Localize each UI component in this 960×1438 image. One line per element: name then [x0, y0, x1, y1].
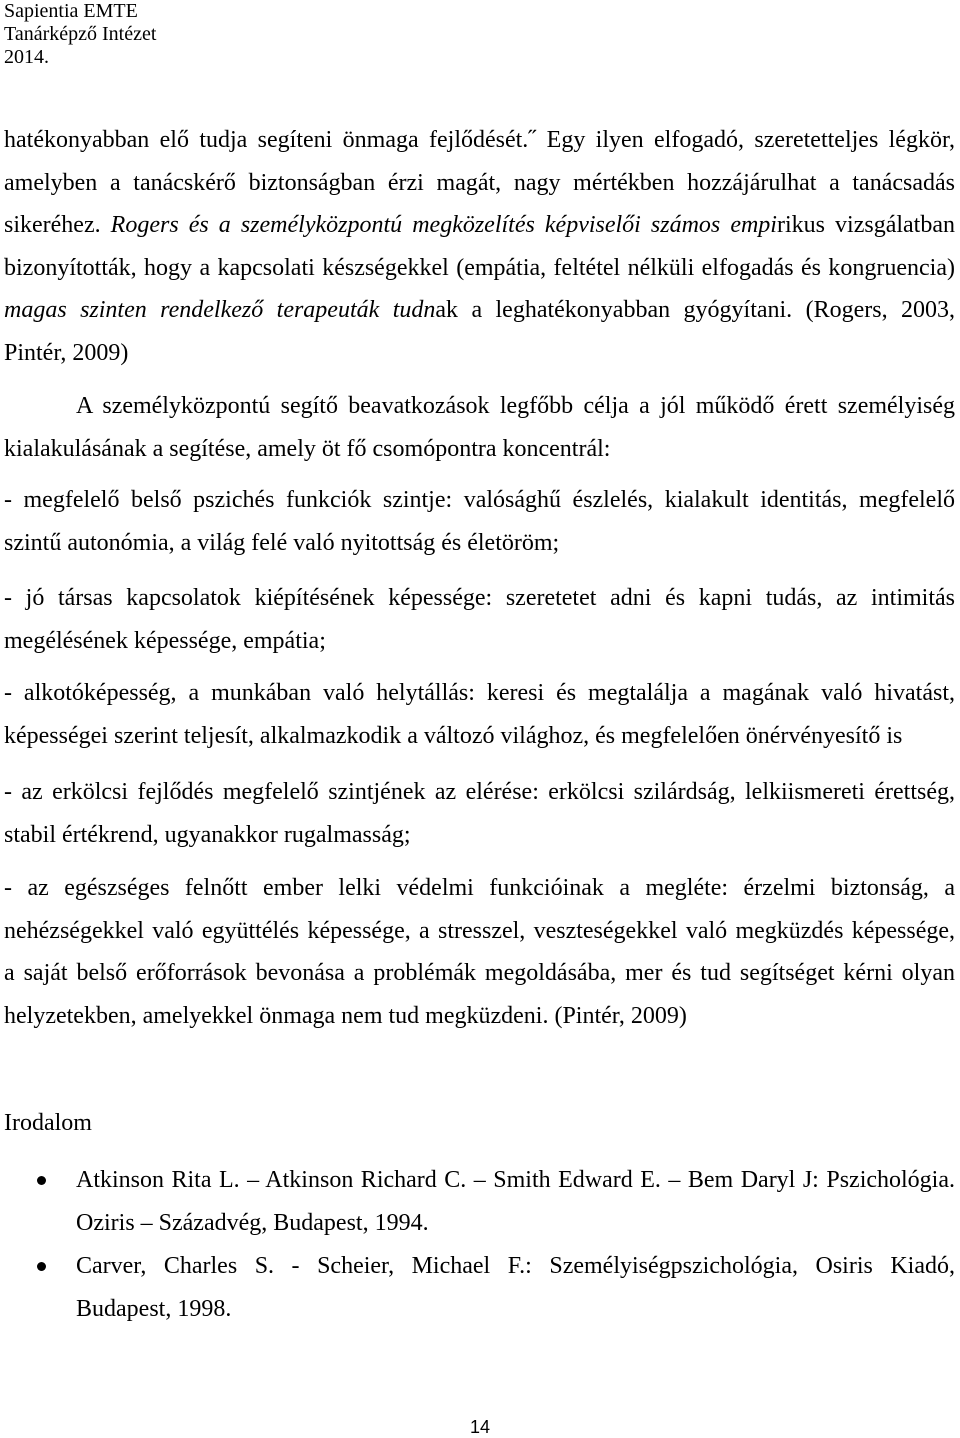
- page-header: [4, 0, 156, 69]
- text-line: hatékonyabban elő tudja segíteni önmaga fejlődését.˝ Egy ilyen elfogadó, szeretetteljes légkör,: [4, 127, 955, 153]
- text-line: a saját belső erőforrások bevonása a problémák megoldásába, mer és tud segítséget kérni olyan: [4, 960, 955, 986]
- reference-item: [76, 1245, 955, 1330]
- text-line: Carver, Charles S. - Scheier, Michael F.: Személyiségpszichológia, Osiris Kiadó,: [76, 1253, 955, 1279]
- bullet-icon: [37, 1176, 46, 1185]
- text-line: Pintér, 2009): [4, 339, 129, 366]
- text-line: megélésének képessége, empátia;: [4, 627, 326, 654]
- text-line: - az erkölcsi fejlődés megfelelő szintjének az elérése: erkölcsi szilárdság, lelkiismereti érettség,: [4, 779, 955, 805]
- text-line: [4, 204, 955, 247]
- italic-text-segment: Rogers és a személyközpontú megközelítés képviselői számos empi: [110, 212, 777, 238]
- text-line: helyzetekben, amelyekkel önmaga nem tud megküzdeni. (Pintér, 2009): [4, 1002, 687, 1029]
- text-line: - megfelelő belső pszichés funkciók szintje: valósághű észlelés, kialakult identitás, megfelelő: [4, 487, 955, 513]
- text-segment: rikus vizsgálatban: [776, 212, 955, 238]
- italic-text-segment: magas szinten rendelkező terapeuták tudn: [4, 297, 436, 323]
- text-line: kialakulásának a segítése, amely öt fő csomópontra koncentrál:: [4, 435, 611, 462]
- header-department: Tanárképző Intézet: [4, 23, 157, 45]
- header-institution: Sapientia EMTE: [4, 0, 138, 22]
- bullet-icon: [37, 1262, 46, 1271]
- text-line: bizonyították, hogy a kapcsolati készségekkel (empátia, feltétel nélküli elfogadás és kongruencia): [4, 254, 955, 281]
- criteria-item: [4, 479, 955, 564]
- references-heading: Irodalom: [4, 1110, 92, 1136]
- text-line: - jó társas kapcsolatok kiépítésének képessége: szeretetet adni és kapni tudás, az intimitás: [4, 585, 955, 611]
- text-line: A személyközpontú segítő beavatkozások legfőbb célja a jól működő érett személyiség: [76, 393, 955, 419]
- criteria-item: [4, 771, 955, 856]
- text-line: [4, 289, 955, 332]
- criteria-item: [4, 867, 955, 1037]
- text-line: képességei szerint teljesít, alkalmazkodik a változó világhoz, és megfelelően önérvényesítő is: [4, 722, 903, 749]
- page-number: 14: [469, 1417, 491, 1437]
- paragraph-2: [4, 385, 955, 470]
- text-line: Oziris – Századvég, Budapest, 1994.: [76, 1209, 429, 1236]
- text-line: Budapest, 1998.: [76, 1295, 232, 1322]
- text-line: nehézségekkel való együttélés képessége, a stresszel, veszteségekkel való megküzdés képessége,: [4, 917, 955, 944]
- text-line: szintű autonómia, a világ felé való nyitottság és életöröm;: [4, 529, 560, 556]
- paragraph-1: [4, 119, 955, 374]
- header-year: 2014.: [4, 46, 49, 68]
- text-line: amelyben a tanácskérő biztonságban érzi magát, nagy mértékben hozzájárulhat a tanácsadás: [4, 169, 955, 196]
- reference-item: [76, 1159, 955, 1244]
- text-line: - az egészséges felnőtt ember lelki védelmi funkcióinak a megléte: érzelmi biztonság, a: [4, 875, 955, 901]
- text-segment: ak a leghatékonyabban gyógyítani. (Rogers, 2003,: [435, 297, 955, 323]
- text-line: stabil értékrend, ugyanakkor rugalmasság;: [4, 821, 411, 848]
- criteria-item: [4, 577, 955, 662]
- criteria-item: [4, 672, 955, 757]
- text-line: Atkinson Rita L. – Atkinson Richard C. – Smith Edward E. – Bem Daryl J: Pszichológia.: [76, 1167, 955, 1193]
- text-line: - alkotóképesség, a munkában való helytállás: keresi és megtalálja a magának való hivatást,: [4, 680, 955, 706]
- text-segment: sikeréhez.: [4, 212, 111, 238]
